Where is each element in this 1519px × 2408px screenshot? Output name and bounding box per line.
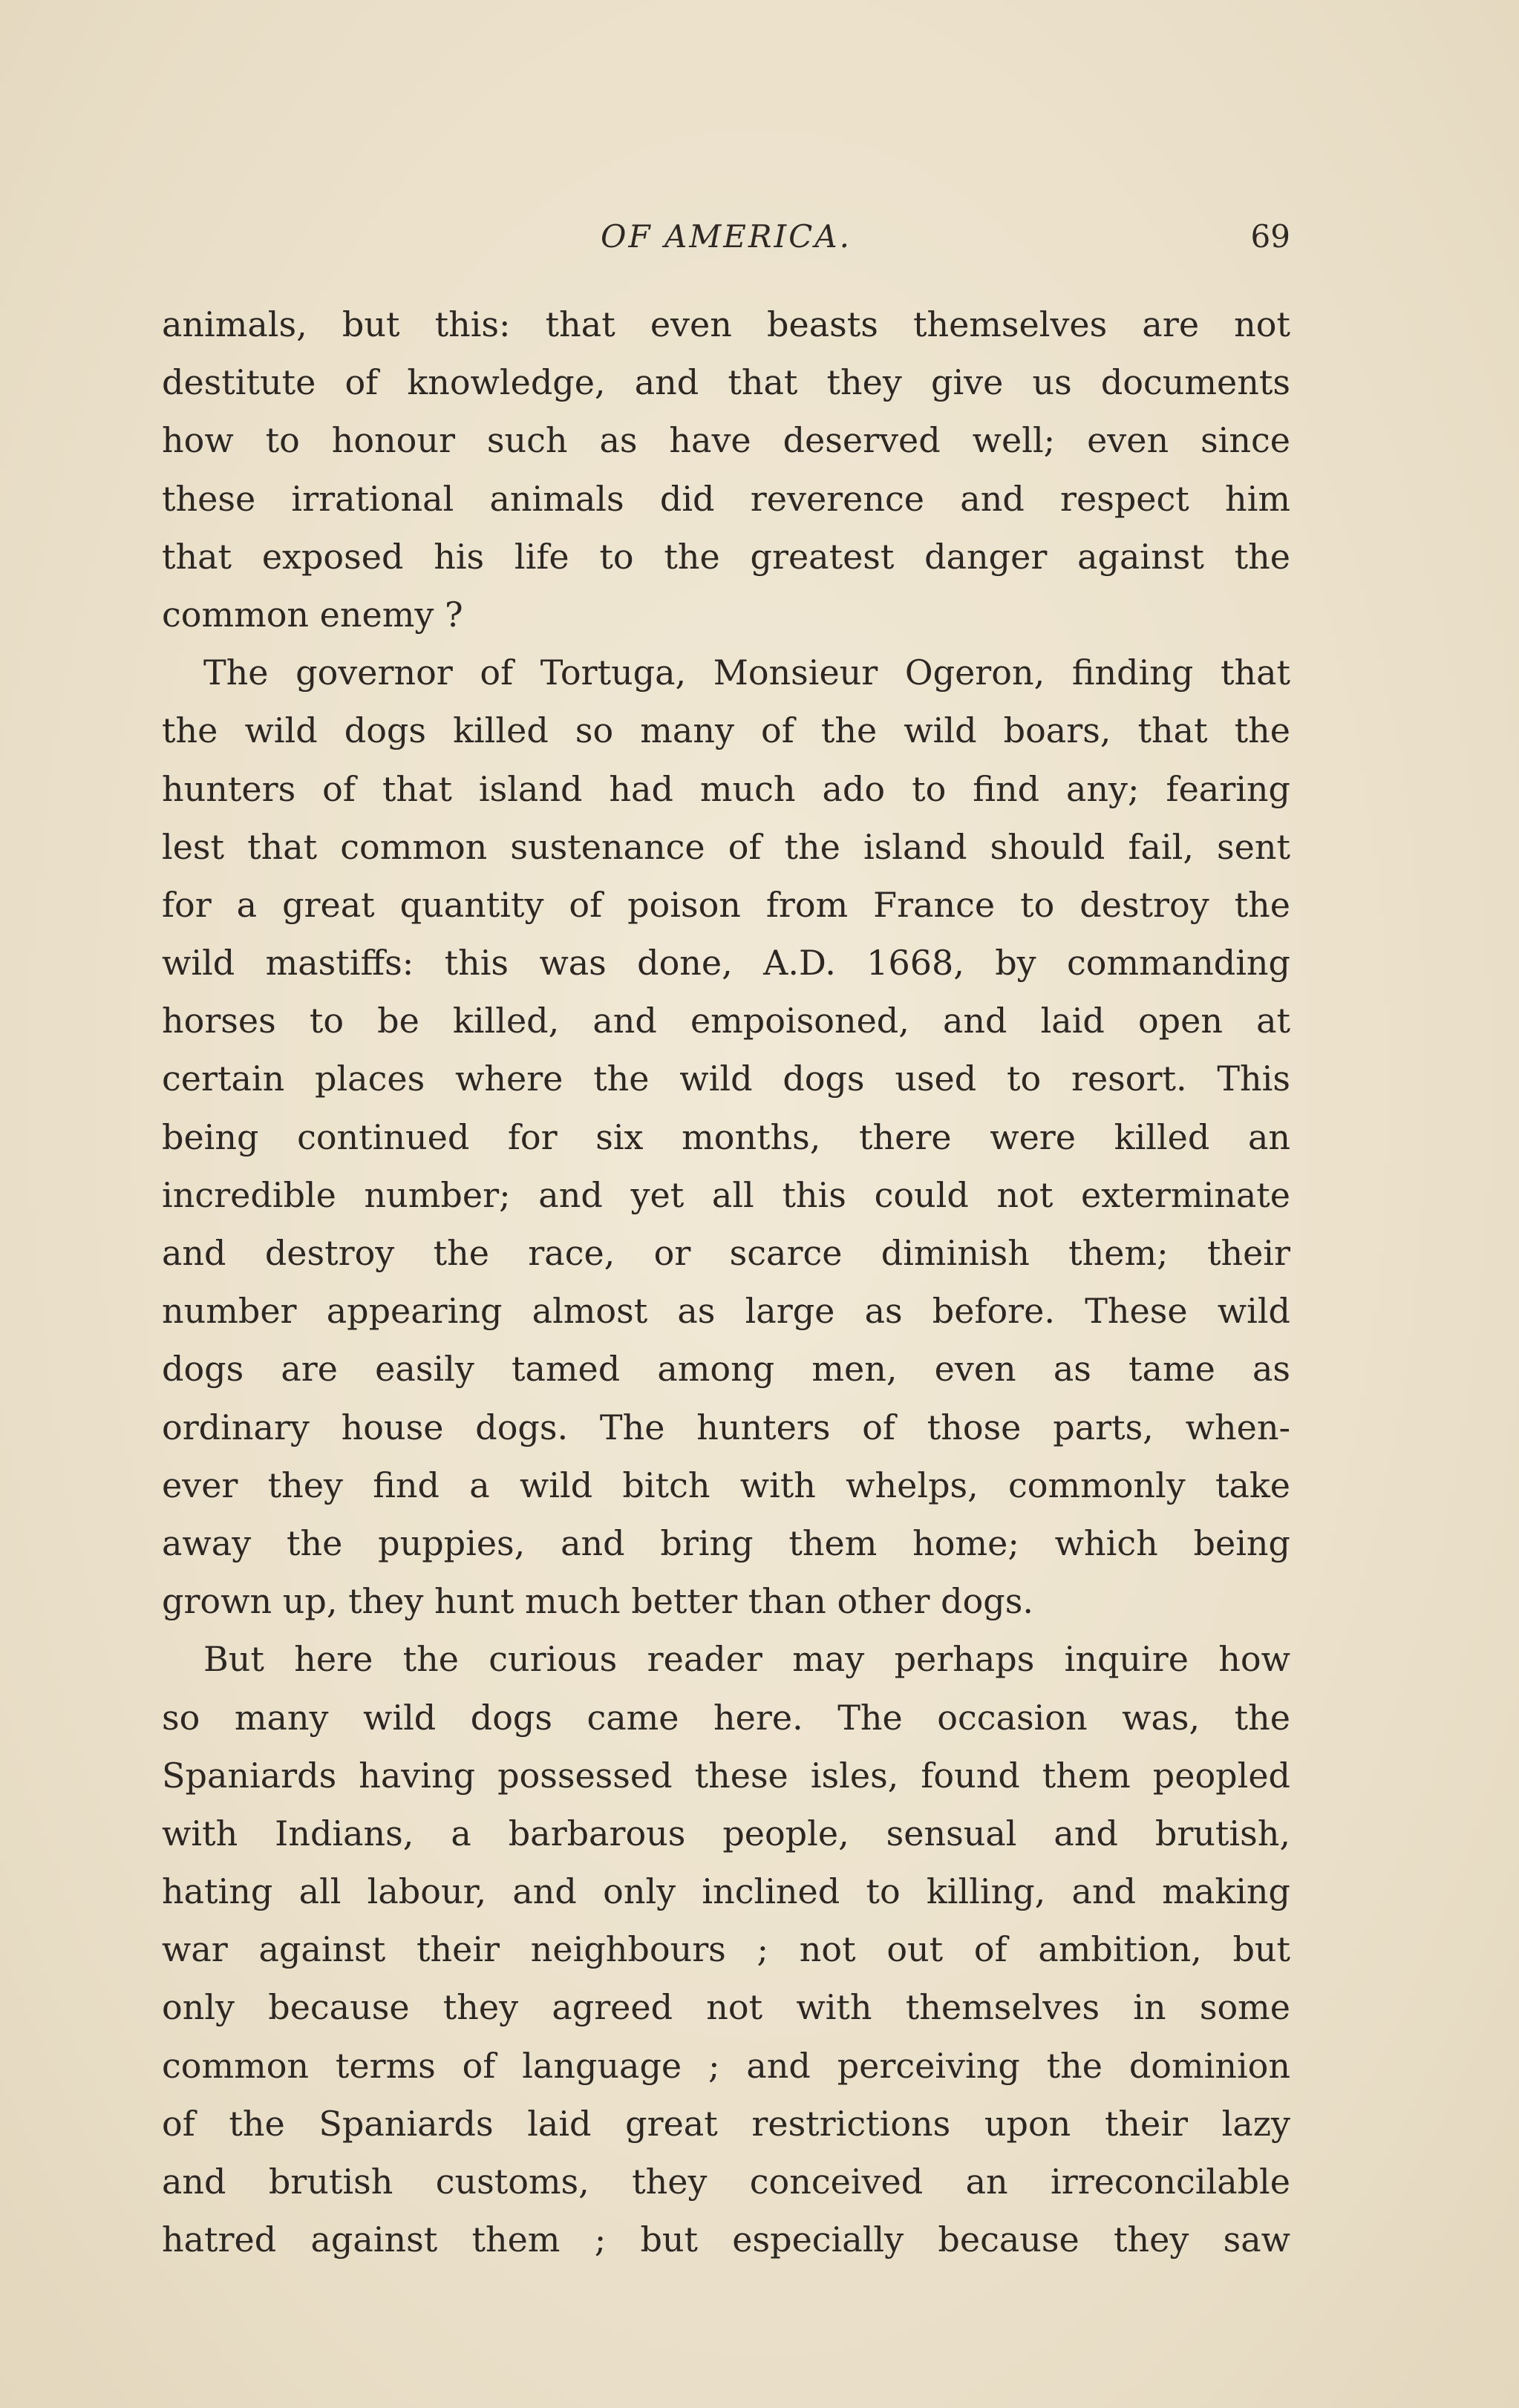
running-title: OF AMERICA. xyxy=(601,218,852,255)
text-line: with Indians, a barbarous people, sensual and brutish, xyxy=(162,1813,1290,1854)
text-line: that exposed his life to the greatest danger against the xyxy=(162,536,1290,577)
text-line: away the puppies, and bring them home; which being xyxy=(162,1522,1290,1563)
text-line: being continued for six months, there were killed an xyxy=(162,1116,1290,1157)
text-line: horses to be killed, and empoisoned, and laid open at xyxy=(162,1001,1290,1041)
text-line: incredible number; and yet all this could not exterminate xyxy=(162,1174,1290,1215)
text-line: these irrational animals did reverence and respect him xyxy=(162,478,1290,519)
text-line: ever they find a wild bitch with whelps, commonly take xyxy=(162,1465,1290,1505)
text-line: so many wild dogs came here. The occasion was, the xyxy=(162,1697,1290,1738)
text-line: animals, but this: that even beasts themselves are not xyxy=(162,304,1290,344)
text-line: ordinary house dogs. The hunters of those parts, when- xyxy=(162,1407,1290,1447)
text-line: hatred against them ; but especially because they saw xyxy=(162,2219,1290,2260)
text-line: number appearing almost as large as before. These wild xyxy=(162,1291,1290,1332)
text-line: Spaniards having possessed these isles, found them peopled xyxy=(162,1755,1290,1796)
text-line: only because they agreed not with themselves in some xyxy=(162,1987,1290,2028)
text-line: and destroy the race, or scarce diminish them; their xyxy=(162,1233,1290,1273)
text-line: for a great quantity of poison from France to destroy the xyxy=(162,884,1290,925)
text-line: destitute of knowledge, and that they give us documents xyxy=(162,362,1290,403)
text-line: But here the curious reader may perhaps inquire how xyxy=(203,1639,1290,1680)
text-line: lest that common sustenance of the island should fail, sent xyxy=(162,826,1290,867)
text-line: hunters of that island had much ado to find any; fearing xyxy=(162,768,1290,809)
text-line: how to honour such as have deserved well; even since xyxy=(162,420,1290,461)
text-line: grown up, they hunt much better than other dogs. xyxy=(162,1581,1033,1622)
text-line: dogs are easily tamed among men, even as tame as xyxy=(162,1349,1290,1390)
text-line: wild mastiffs: this was done, A.D. 1668, by commanding xyxy=(162,943,1290,984)
text-line: the wild dogs killed so many of the wild boars, that the xyxy=(162,710,1290,751)
text-line: of the Spaniards laid great restrictions upon their lazy xyxy=(162,2103,1290,2144)
text-line: The governor of Tortuga, Monsieur Ogeron, finding that xyxy=(203,652,1290,693)
text-line: war against their neighbours ; not out of ambition, but xyxy=(162,1929,1290,1970)
text-line: and brutish customs, they conceived an irreconcilable xyxy=(162,2162,1290,2202)
body-text xyxy=(162,295,1290,2268)
page-header xyxy=(162,218,1290,263)
page-number: 69 xyxy=(1250,218,1290,255)
text-line: common terms of language ; and perceiving the dominion xyxy=(162,2045,1290,2086)
text-line: hating all labour, and only inclined to killing, and making xyxy=(162,1871,1290,1912)
text-line: common enemy ? xyxy=(162,594,463,635)
text-line: certain places where the wild dogs used to resort. This xyxy=(162,1059,1290,1099)
